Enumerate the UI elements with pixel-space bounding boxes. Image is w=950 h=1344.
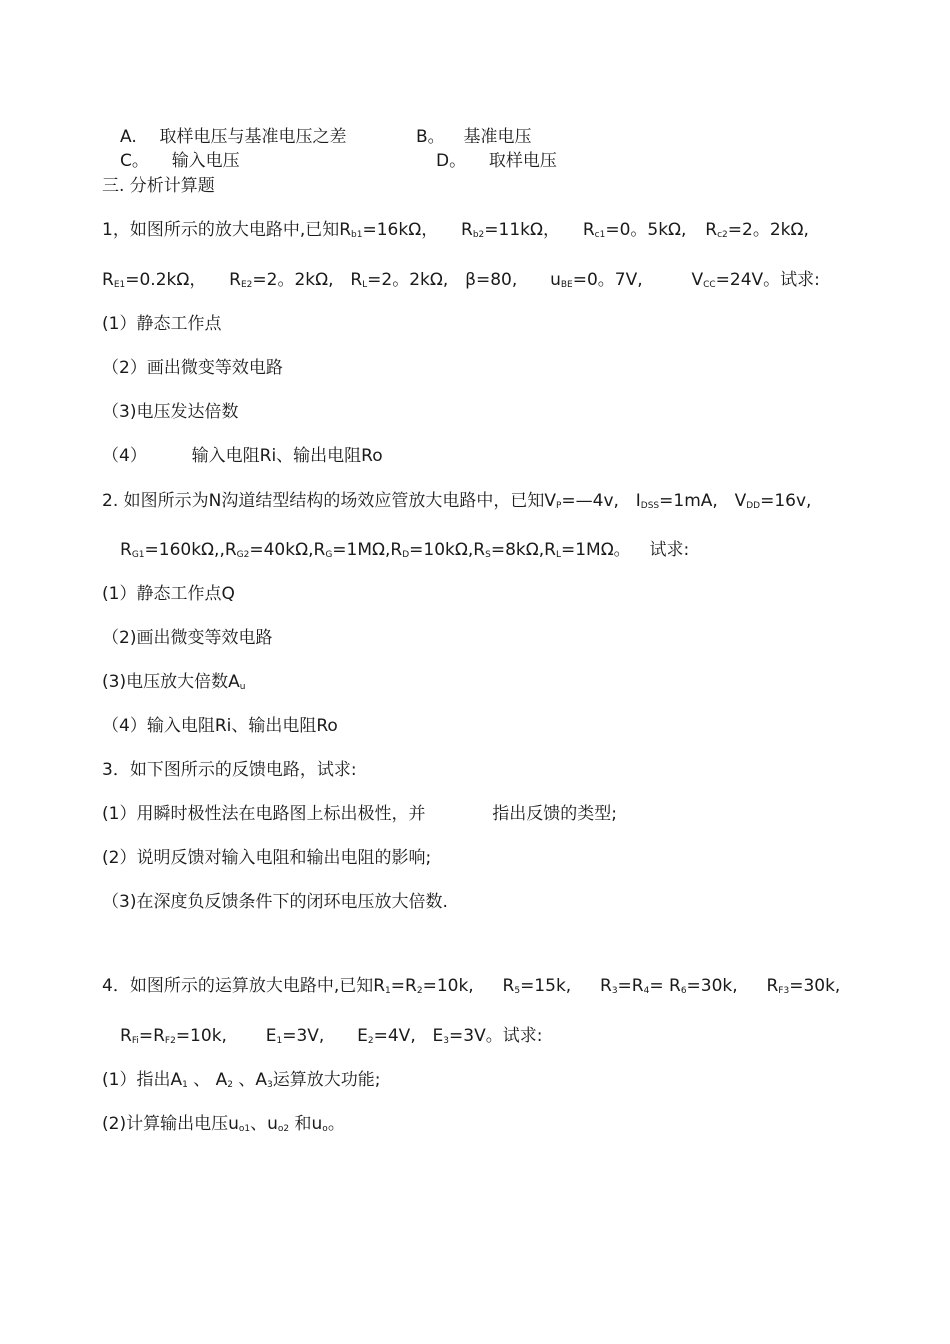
q3-item-1a: (1）用瞬时极性法在电路图上标出极性，并 [102, 804, 426, 824]
re1-symbol: R [102, 270, 114, 290]
a2-subscript: 2 [227, 1080, 233, 1090]
rc2-subscript: c2 [717, 230, 728, 240]
rg-subscript: G [325, 550, 333, 560]
option-b-label: B。 [416, 127, 445, 147]
rc2-symbol: R [705, 220, 718, 240]
q1-item-3: （3)电压发达倍数 [102, 402, 239, 422]
q3-item-3: （3)在深度负反馈条件下的闭环电压放大倍数. [102, 892, 448, 912]
rs-symbol: R [473, 540, 486, 560]
q4-line1 [102, 974, 840, 998]
q2-line1 [102, 489, 811, 513]
vcc-subscript: CC [703, 280, 716, 290]
r6-subscript: 6 [680, 986, 687, 996]
rf1-symbol: R [120, 1026, 132, 1046]
rb1-subscript: b1 [351, 230, 363, 240]
q4-item-1-post: 运算放大功能; [272, 1070, 381, 1090]
q3-item-2: (2）说明反馈对输入电阻和输出电阻的影响; [102, 848, 432, 868]
re2-symbol: R [229, 270, 241, 290]
rb2-symbol: R [461, 220, 473, 240]
rl2-value: =1MΩ。 [560, 540, 631, 560]
re2-value: =2。2kΩ, [252, 270, 334, 290]
r3-symbol: R [600, 976, 612, 996]
rl-symbol: R [350, 270, 363, 290]
rd-symbol: R [390, 540, 403, 560]
q1-line1 [102, 218, 809, 242]
rg-symbol: R [313, 540, 326, 560]
q3-intro: 3．如下图所示的反馈电路，试求: [102, 760, 357, 780]
au-subscript: u [239, 682, 246, 692]
option-d-label: D。 [436, 151, 467, 171]
uo2-subscript: o2 [277, 1124, 290, 1134]
r5-value: =15k, [520, 976, 572, 996]
option-b-text: 基准电压 [463, 127, 532, 147]
option-row-ab [120, 125, 347, 149]
q2-item-3 [102, 670, 245, 694]
rf2-value: =10k, [175, 1026, 227, 1046]
r5-subscript: 5 [514, 986, 521, 996]
rg2-subscript: G2 [236, 550, 250, 560]
e2-symbol: E [357, 1026, 368, 1046]
q4-line2 [120, 1024, 542, 1048]
option-d-text: 取样电压 [488, 151, 557, 171]
uo1-subscript: o1 [238, 1124, 251, 1134]
rg-value: =1MΩ, [332, 540, 391, 560]
rb2-subscript: b2 [472, 230, 485, 240]
q2-ask: 试求: [649, 540, 690, 560]
rl-subscript: L [362, 280, 368, 290]
r6-symbol: R [669, 976, 681, 996]
rl2-subscript: L [555, 550, 561, 560]
q3-item-1b: 指出反馈的类型; [492, 804, 617, 824]
q2-item-3-text: (3)电压放大倍数A [102, 672, 240, 692]
rd-value: =10kΩ, [409, 540, 474, 560]
rf1-subscript: Fi [131, 1036, 139, 1046]
r2-subscript: 2 [416, 986, 423, 996]
option-a-text: 取样电压与基准电压之差 [159, 127, 347, 147]
vp-value: =—4v, [561, 491, 619, 511]
rg2-symbol: R [224, 540, 237, 560]
re1-subscript: E1 [113, 280, 126, 290]
e1-value: =3V, [282, 1026, 325, 1046]
q4-intro: 4．如图所示的运算放大电路中,已知 [102, 976, 374, 996]
uo2-symbol: 、u [250, 1114, 278, 1134]
q2-line2 [120, 538, 689, 562]
idss-symbol: I [635, 491, 641, 511]
q4-item-1-pre: (1）指出A [102, 1070, 183, 1090]
r4-value: = [649, 976, 664, 996]
r1-subscript: 1 [385, 986, 391, 996]
rf2-subscript: F2 [164, 1036, 176, 1046]
e2-value: =4V, [373, 1026, 416, 1046]
e3-value: =3V。试求: [449, 1026, 543, 1046]
rg2-value: =40kΩ, [249, 540, 314, 560]
rb2-value: =11kΩ， [484, 220, 561, 240]
e3-subscript: 3 [443, 1036, 450, 1046]
vdd-value: =16v, [760, 491, 812, 511]
q4-item-2-post: 。 [327, 1114, 345, 1134]
idss-subscript: DSS [640, 501, 660, 511]
rb1-symbol: R [339, 220, 352, 240]
and-text: 和u [294, 1114, 323, 1134]
rb1-value: =16kΩ， [362, 220, 439, 240]
q4-item-2-pre: (2)计算输出电压u [102, 1114, 239, 1134]
q2-intro: 2. 如图所示为N沟道结型结构的场效应管放大电路中，已知 [102, 491, 545, 511]
r5-symbol: R [502, 976, 515, 996]
re2-subscript: E2 [240, 280, 253, 290]
rd-subscript: D [402, 550, 410, 560]
r3-subscript: 3 [611, 986, 618, 996]
beta-value: β=80, [465, 270, 518, 290]
a3-symbol: 、A [238, 1070, 268, 1090]
vcc-symbol: V [691, 270, 704, 290]
rf3-subscript: F3 [778, 986, 790, 996]
a3-subscript: 3 [267, 1080, 273, 1090]
option-c-label: C。 [120, 151, 149, 171]
vp-subscript: P [555, 501, 562, 511]
r4-subscript: 4 [643, 986, 650, 996]
re1-value: =0.2kΩ， [125, 270, 207, 290]
rc1-subscript: c1 [594, 230, 606, 240]
vdd-subscript: DD [746, 501, 761, 511]
q2-item-4: （4）输入电阻Ri、输出电阻Ro [102, 716, 338, 736]
rg1-value: =160kΩ,, [144, 540, 225, 560]
r1-value: =R [390, 976, 417, 996]
q1-line2 [102, 268, 820, 292]
r2-value: =10k, [422, 976, 474, 996]
rf3-symbol: R [766, 976, 779, 996]
q1-item-2: （2）画出微变等效电路 [102, 358, 283, 378]
q2-item-1: (1）静态工作点Q [102, 584, 235, 604]
vp-symbol: V [544, 491, 556, 511]
rf1-value: =R [138, 1026, 165, 1046]
vdd-symbol: V [734, 491, 747, 511]
ube-value: =0。7V, [572, 270, 643, 290]
rs-value: =8kΩ, [490, 540, 545, 560]
rc1-value: =0。5kΩ, [605, 220, 687, 240]
section-heading: 三. 分析计算题 [102, 176, 215, 196]
rc2-value: =2。2kΩ, [727, 220, 809, 240]
rl2-symbol: R [544, 540, 556, 560]
option-d [436, 149, 557, 173]
q1-item-4-text: 输入电阻Ri、输出电阻Ro [191, 446, 383, 466]
e1-symbol: E [265, 1026, 277, 1046]
rg1-symbol: R [120, 540, 132, 560]
option-b [416, 125, 531, 149]
q1-item-4-label: （4） [102, 446, 147, 466]
e1-subscript: 1 [276, 1036, 283, 1046]
q2-item-2: （2)画出微变等效电路 [102, 628, 273, 648]
e3-symbol: E [432, 1026, 444, 1046]
vcc-value: =24V。试求: [715, 270, 820, 290]
q1-item-1: (1）静态工作点 [102, 314, 222, 334]
a1-subscript: 1 [182, 1080, 188, 1090]
option-c-text: 输入电压 [171, 151, 240, 171]
e2-subscript: 2 [367, 1036, 374, 1046]
q3-item-1 [102, 802, 617, 826]
r6-value: =30k, [686, 976, 738, 996]
rs-subscript: S [485, 550, 491, 560]
rc1-symbol: R [582, 220, 595, 240]
r1-symbol: R [373, 976, 386, 996]
r3-value: =R [617, 976, 644, 996]
q4-item-1 [102, 1068, 381, 1092]
q1-item-4 [102, 444, 383, 468]
option-c [120, 149, 240, 173]
a2-symbol: 、 A [193, 1070, 228, 1090]
option-a-label: A. [120, 127, 137, 147]
rf3-value: =30k, [789, 976, 841, 996]
idss-value: =1mA, [659, 491, 718, 511]
q1-intro: 1，如图所示的放大电路中,已知 [102, 220, 340, 240]
ube-symbol: u [550, 270, 561, 290]
rg1-subscript: G1 [131, 550, 145, 560]
rl-value: =2。2kΩ, [367, 270, 449, 290]
q4-item-2 [102, 1112, 345, 1136]
uo-subscript: o [322, 1124, 328, 1134]
ube-subscript: BE [560, 280, 573, 290]
